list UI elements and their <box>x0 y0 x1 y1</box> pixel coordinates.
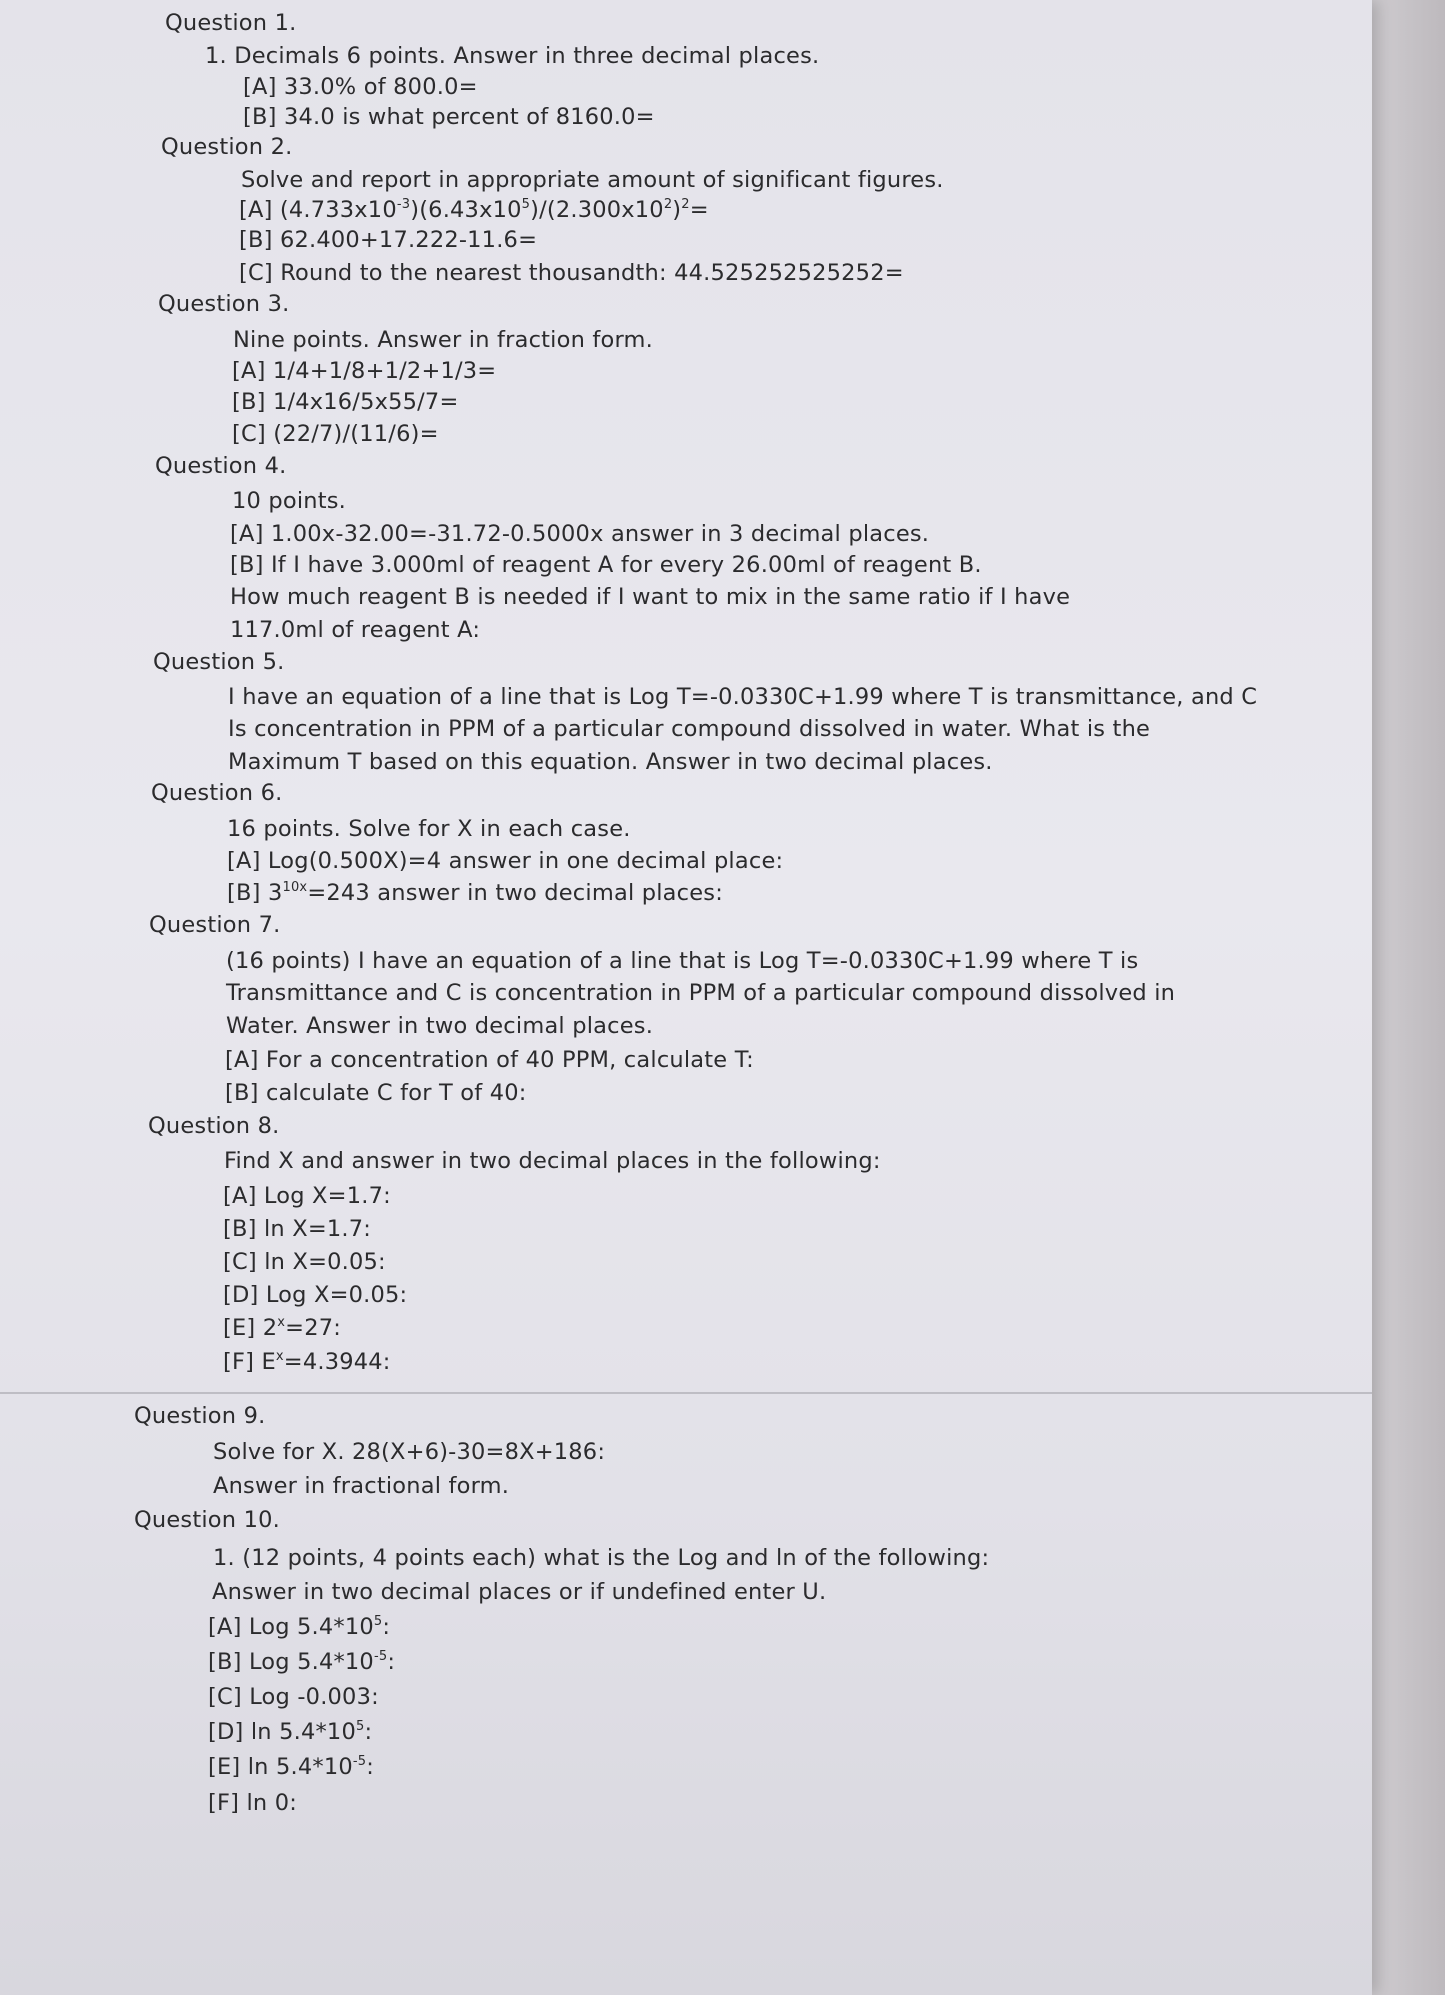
q10-part-f: [F] ln 0: <box>208 1790 298 1816</box>
question-9-title: Question 9. <box>134 1403 266 1429</box>
q10-part-d: [D] $\ln 5.4*10^5$: <box>208 1719 373 1745</box>
question-6-title: Question 6. <box>151 780 283 806</box>
q3-part-a: [A] 1/4+1/8+1/2+1/3= <box>232 358 497 384</box>
q9-instruction: Answer in fractional form. <box>213 1473 510 1499</box>
question-7-title: Question 7. <box>149 912 281 938</box>
q4-points: 10 points. <box>232 488 347 514</box>
q4-part-a: [A] 1.00x-32.00=-31.72-0.5000x answer in 3 decimal places. <box>230 521 930 547</box>
q2-instruction: Solve and report in appropriate amount of significant figures. <box>241 167 944 193</box>
q4-part-b-line2: How much reagent B is needed if I want to mix in the same ratio if I have <box>230 584 1071 610</box>
q7-part-a: [A] For a concentration of 40 PPM, calculate T: <box>225 1047 754 1073</box>
q1-instruction: 1. Decimals 6 points. Answer in three decimal places. <box>205 43 820 69</box>
q10-instruction-2: Answer in two decimal places or if undefined enter U. <box>212 1579 827 1605</box>
question-4-title: Question 4. <box>155 453 287 479</box>
q4-part-b-line3: 117.0ml of reagent A: <box>230 617 481 643</box>
question-8-title: Question 8. <box>148 1113 280 1139</box>
q7-text-line1: (16 points) I have an equation of a line that is Log T=-0.0330C+1.99 where T is <box>226 948 1139 974</box>
q7-text-line3: Water. Answer in two decimal places. <box>226 1013 654 1039</box>
q4-part-b: [B] If I have 3.000ml of reagent A for every 26.00ml of reagent B. <box>230 552 982 578</box>
q7-part-b: [B] calculate C for T of 40: <box>225 1080 527 1106</box>
q6-part-b: [B] $3^{10x}=243$ answer in two decimal places: <box>227 880 723 906</box>
q2-part-a: [A] $(4.733x10^{-3})(6.43x10^5)/(2.300x10^2)^2=$ <box>239 197 709 223</box>
q8-part-e: [E] $2^x=27$: <box>223 1315 342 1341</box>
question-1-title: Question 1. <box>165 10 297 36</box>
q3-part-c: [C] (22/7)/(11/6)= <box>232 421 439 447</box>
q8-instruction: Find X and answer in two decimal places in the following: <box>224 1148 881 1174</box>
q6-part-a: [A] Log(0.500X)=4 answer in one decimal place: <box>227 848 784 874</box>
question-3-title: Question 3. <box>158 291 290 317</box>
q3-part-b: [B] 1/4x16/5x55/7= <box>232 389 459 415</box>
q6-instruction: 16 points. Solve for X in each case. <box>227 816 631 842</box>
q8-part-f: [F] $E^x=4.3944$: <box>223 1349 391 1375</box>
question-10-title: Question 10. <box>134 1507 280 1533</box>
q5-text-line1: I have an equation of a line that is Log T=-0.0330C+1.99 where T is transmittance, and C <box>228 684 1258 710</box>
q8-part-c: [C] ln X=0.05: <box>223 1249 386 1275</box>
paper-fold <box>0 1392 1372 1394</box>
q10-part-e: [E] $\ln 5.4*10^{-5}$: <box>208 1754 375 1780</box>
q1-part-a: [A] 33.0% of 800.0= <box>243 74 478 100</box>
q7-text-line2: Transmittance and C is concentration in PPM of a particular compound dissolved in <box>226 980 1176 1006</box>
q10-part-b: [B] Log $5.4*10^{-5}$: <box>208 1649 396 1675</box>
q2-part-b: [B] 62.400+17.222-11.6= <box>239 227 538 253</box>
q5-text-line3: Maximum T based on this equation. Answer in two decimal places. <box>228 749 993 775</box>
q8-part-a: [A] Log X=1.7: <box>223 1183 391 1209</box>
q10-part-c: [C] Log -0.003: <box>208 1684 379 1710</box>
q8-part-d: [D] Log X=0.05: <box>223 1282 408 1308</box>
q2-part-c: [C] Round to the nearest thousandth: 44.525252525252= <box>239 260 904 286</box>
question-5-title: Question 5. <box>153 649 285 675</box>
q9-equation: Solve for X. 28(X+6)-30=8X+186: <box>213 1439 606 1465</box>
q1-part-b: [B] 34.0 is what percent of 8160.0= <box>243 104 655 130</box>
q3-instruction: Nine points. Answer in fraction form. <box>233 327 654 353</box>
background-edge <box>1372 0 1445 1995</box>
q5-text-line2: Is concentration in PPM of a particular compound dissolved in water. What is the <box>228 716 1151 742</box>
q10-instruction: 1. (12 points, 4 points each) what is the Log and ln of the following: <box>213 1545 990 1571</box>
question-2-title: Question 2. <box>161 134 293 160</box>
q10-part-a: [A] Log $5.4*10^5$: <box>208 1614 391 1640</box>
q8-part-b: [B] ln X=1.7: <box>223 1216 372 1242</box>
